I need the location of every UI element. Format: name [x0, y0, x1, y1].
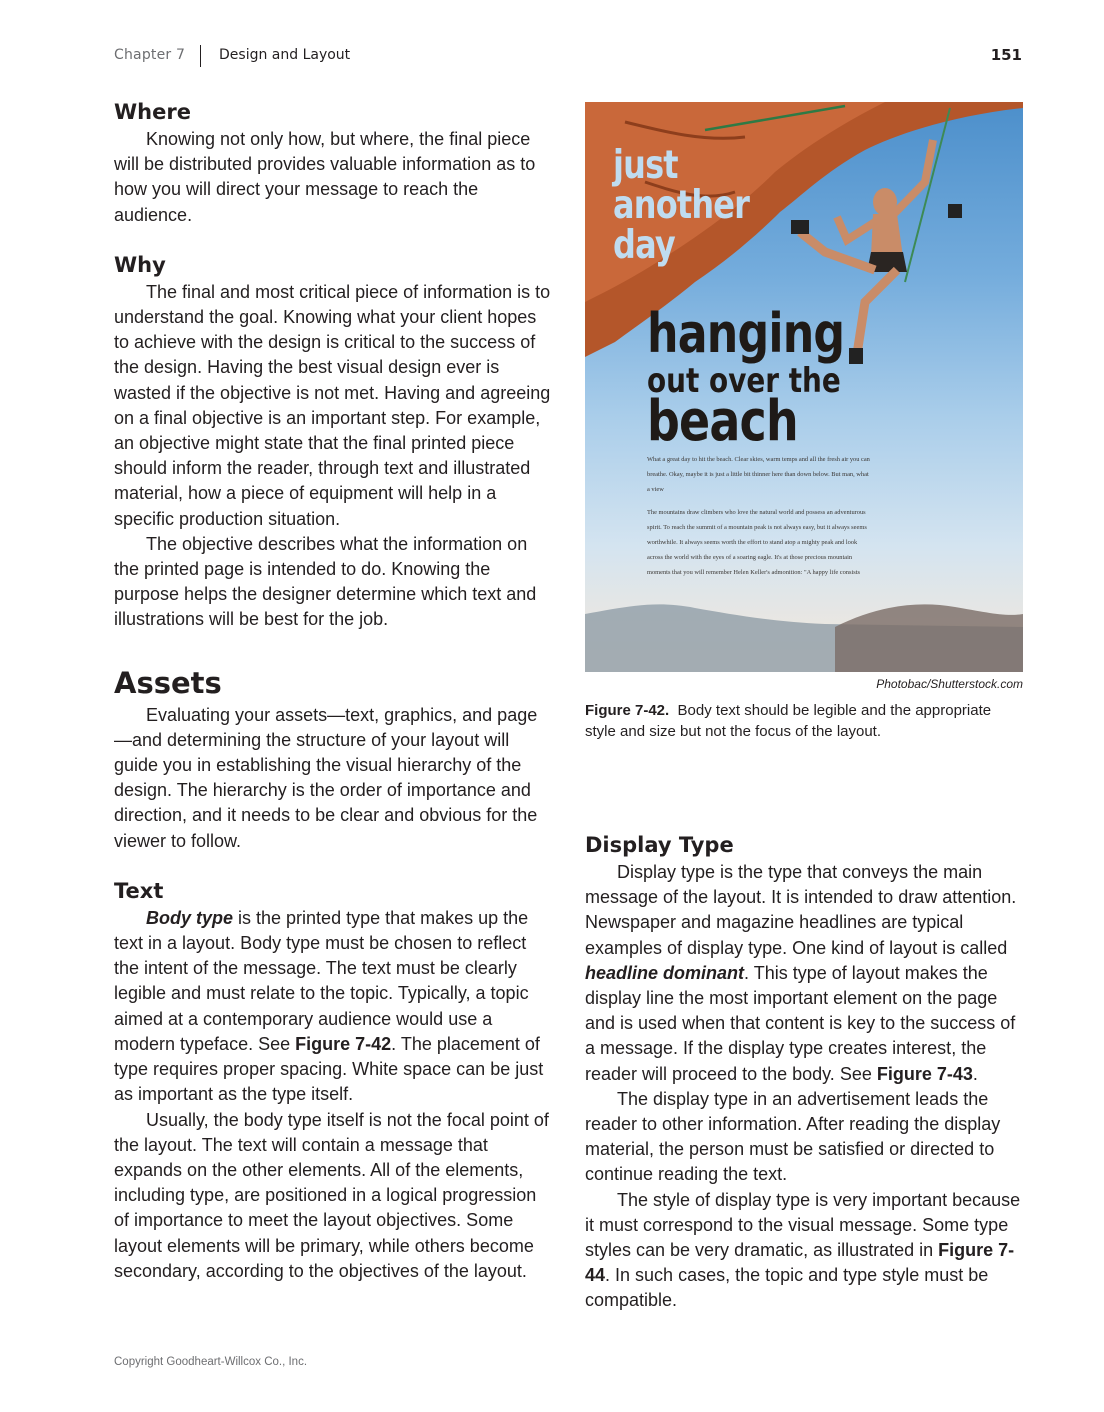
figure-ref-7-42: Figure 7-42 — [295, 1033, 392, 1054]
text-paragraph-1-part-b: . The placement of type requires proper spacing. White space can be just as important as the type itself. — [114, 1033, 544, 1105]
display-paragraph-1-part-b: . This type of layout makes the display line the most important element on the page and is used when that content is key to the success of a message. If the display type creates interest, the reader will proceed to the body. See — [585, 962, 1016, 1084]
page-number: 151 — [990, 46, 1022, 64]
heading-assets: Assets — [114, 665, 222, 700]
figure-image — [585, 102, 1023, 672]
heading-where: Where — [114, 100, 191, 124]
display-paragraph-2: The display type in an advertisement leads the reader to other information. After reading the display material, the person must be satisfied or directed to continue reading the text. — [585, 1088, 1001, 1185]
ad-body-paragraph-1: What a great day to hit the beach. Clear skies, warm temps and all the fresh air you can breathe. Okay, maybe it is just a little bit thinner here than down below. But man, what a view — [647, 456, 870, 493]
figure-ref-7-44: Figure 7-44 — [585, 1240, 1015, 1286]
chapter-title: Design and Layout — [219, 47, 351, 63]
display-paragraph-3-part-a: The style of display type is very important because it must correspond to the visual message. Some type styles can be very dramatic, as illustrated in — [585, 1189, 1021, 1261]
ad-line-beach: beach — [647, 389, 798, 454]
term-headline-dominant: headline dominant — [585, 962, 745, 983]
photo-credit: Photobac/Shutterstock.com — [876, 677, 1023, 691]
why-paragraph-1: The final and most critical piece of information is to understand the goal. Knowing what your client hopes to achieve with the design is critical to the success of the design. Having the best visual design ever is wasted if the objective is not met. Having and agreeing on a final objective is an important step. For example, an objective might state that the final printed piece should inform the reader, through text and illustrated material, how a piece of equipment will help in a specific production situation. — [114, 281, 551, 529]
ad-headline-just-another-day — [613, 143, 750, 268]
display-paragraph-1 — [585, 860, 1025, 1087]
copyright-footer: Copyright Goodheart-Willcox Co., Inc. — [114, 1356, 308, 1368]
assets-paragraph: Evaluating your assets—text, graphics, and page—and determining the structure of your layout will guide you in establishing the visual hierarchy of the design. The hierarchy is the order of importance and direction, and it needs to be clear and obvious for the viewer to follow. — [114, 704, 538, 851]
caption-text: Body text should be legible and the appropriate style and size but not the focus of the layout. — [585, 702, 992, 740]
where-paragraph: Knowing not only how, but where, the final piece will be distributed provides valuable information as to how you will direct your message to reach the audience. — [114, 129, 536, 225]
right-column — [585, 97, 1025, 1314]
heading-display-type: Display Type — [585, 833, 734, 857]
ad-line-just: just — [613, 143, 678, 188]
display-paragraph-3 — [585, 1188, 1025, 1314]
text-paragraph-1-part-a: is the printed type that makes up the text in a layout. Body type must be chosen to reflect the intent of the message. The text must be clearly legible and must relate to the topic. Typically, a topic aimed at a contemporary audience would use a modern typeface. See — [114, 907, 529, 1054]
heading-why: Why — [114, 252, 166, 277]
ad-line-day: day — [613, 223, 675, 268]
chapter-label: Chapter 7 — [114, 47, 186, 63]
caption-label: Figure 7-42. — [585, 702, 670, 719]
heading-text: Text — [114, 878, 164, 903]
term-body-type: Body type — [146, 907, 234, 928]
why-paragraph-2: The objective describes what the information on the printed page is intended to do. Knowing the purpose helps the designer determine which text and illustrations will be best for the job. — [114, 533, 537, 630]
figure-caption — [585, 700, 1025, 742]
ad-line-out-over-the: out over the — [647, 361, 841, 401]
ad-line-hanging: hanging — [647, 302, 845, 365]
text-paragraph-2: Usually, the body type itself is not the focal point of the layout. The text will contain a message that expands on the other elements. All of the elements, including type, are positioned in a logical progression of importance to meet the layout objectives. Some layout elements will be primary, while others become secondary, according to the objectives of the layout. — [114, 1109, 549, 1281]
running-head — [114, 47, 1022, 69]
display-paragraph-1-part-c: . — [972, 1063, 978, 1084]
ad-line-another: another — [613, 183, 750, 228]
left-column — [114, 97, 554, 1284]
display-paragraph-1-part-a: Display type is the type that conveys the main message of the layout. It is intended to draw attention. Newspaper and magazine headlines are typical examples of display type. One kind of layout is called — [585, 862, 1017, 958]
figure-ref-7-43: Figure 7-43 — [876, 1063, 973, 1084]
ad-body-paragraph-2: The mountains draw climbers who love the natural world and possess an adventurous spirit. To reach the summit of a mountain peak is not always easy, but it always seems worthwhile. It always seems worth the effort to stand atop a mighty peak and look across the world with the eyes of a soaring eagle. It's at those precious mountain moments that you will remember Helen Keller's admonition: "A happy life consists — [647, 509, 867, 576]
ad-body-copy — [647, 452, 872, 588]
display-paragraph-3-part-b: . In such cases, the topic and type style must be compatible. — [585, 1265, 989, 1311]
header-divider — [200, 45, 201, 67]
text-paragraph-1 — [114, 906, 554, 1108]
